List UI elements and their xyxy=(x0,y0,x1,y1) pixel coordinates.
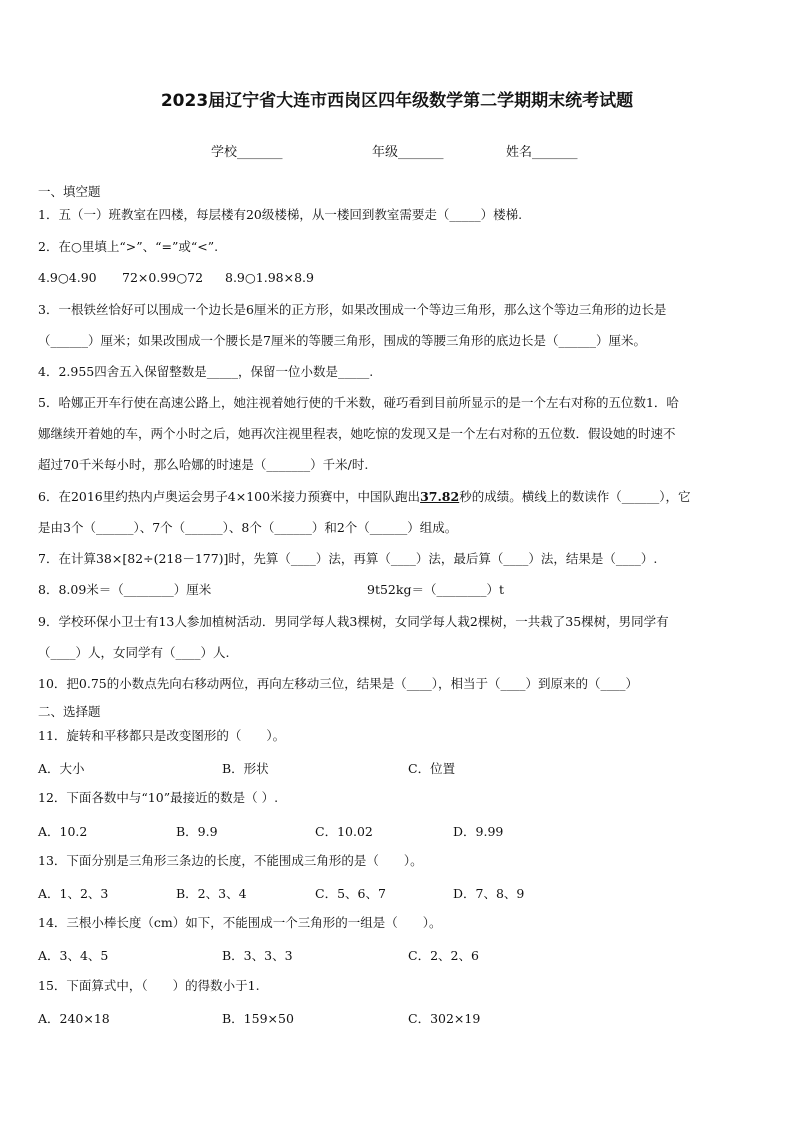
question-2-item-a: 4.9○4.90 xyxy=(38,270,97,285)
question-9-line-2: （____）人，女同学有（____）人. xyxy=(38,645,230,660)
question-11-option-a: A．大小 xyxy=(38,761,85,776)
question-6-text-end: 秒的成绩。横线上的数读作（______），它 xyxy=(459,489,691,504)
question-11-option-c: C．位置 xyxy=(408,761,456,776)
question-15-option-b: B．159×50 xyxy=(222,1011,294,1026)
section-choice-heading: 二、选择题 xyxy=(38,704,101,719)
question-12-option-b: B．9.9 xyxy=(176,824,218,839)
question-2-item-b: 72×0.99○72 xyxy=(122,270,204,285)
question-12-option-d: D．9.99 xyxy=(453,824,504,839)
question-5-line-3: 超过70千米每小时，那么哈娜的时速是（_______）千米/时. xyxy=(38,457,369,472)
question-6-underlined-number: 37.82 xyxy=(420,489,460,504)
question-6-line-1 xyxy=(38,489,690,505)
question-1: 1．五（一）班教室在四楼，每层楼有20级楼梯，从一楼回到教室需要走（_____）楼梯. xyxy=(38,207,523,222)
question-13-option-b: B．2、3、4 xyxy=(176,886,247,901)
question-3-line-2: （______）厘米；如果改围成一个腰长是7厘米的等腰三角形，围成的等腰三角形的底边长是（______）厘米。 xyxy=(38,333,646,348)
page-title: 2023届辽宁省大连市西岗区四年级数学第二学期期末统考试题 xyxy=(160,91,634,111)
question-11-option-b: B．形状 xyxy=(222,761,269,776)
question-13-option-c: C．5、6、7 xyxy=(315,886,386,901)
question-13-option-a: A．1、2、3 xyxy=(38,886,109,901)
question-14-option-b: B．3、3、3 xyxy=(222,948,293,963)
question-8-part-a: 8．8.09米＝（________）厘米 xyxy=(38,582,212,597)
school-field: 学校_______ xyxy=(211,145,283,160)
question-12-option-a: A．10.2 xyxy=(38,824,88,839)
question-12-option-c: C．10.02 xyxy=(315,824,373,839)
question-4: 4．2.955四舍五入保留整数是_____，保留一位小数是_____. xyxy=(38,364,374,379)
question-14: 14．三根小棒长度（cm）如下，不能围成一个三角形的一组是（ ）。 xyxy=(38,915,442,930)
question-5-line-2: 娜继续开着她的车，两个小时之后，她再次注视里程表，她吃惊的发现又是一个左右对称的五位数．假设她的时速不 xyxy=(38,426,676,441)
question-15-option-c: C．302×19 xyxy=(408,1011,481,1026)
section-fill-blank-heading: 一、填空题 xyxy=(38,184,101,199)
question-15: 15．下面算式中，（ ）的得数小于1. xyxy=(38,978,260,993)
question-12: 12．下面各数中与“10”最接近的数是（ ）. xyxy=(38,790,279,805)
question-2: 2．在○里填上“>”、“=”或“<”. xyxy=(38,239,219,254)
question-13: 13．下面分别是三角形三条边的长度，不能围成三角形的是（ ）。 xyxy=(38,853,423,868)
question-13-option-d: D．7、8、9 xyxy=(453,886,525,901)
question-14-option-a: A．3、4、5 xyxy=(38,948,109,963)
question-10: 10．把0.75的小数点先向右移动两位，再向左移动三位，结果是（____），相当于（____）到原来的（____） xyxy=(38,676,638,691)
name-field: 姓名_______ xyxy=(506,145,578,160)
question-11: 11．旋转和平移都只是改变图形的（ ）。 xyxy=(38,728,286,743)
question-3-line-1: 3．一根铁丝恰好可以围成一个边长是6厘米的正方形，如果改围成一个等边三角形，那么这个等边三角形的边长是 xyxy=(38,302,667,317)
question-7: 7．在计算38×[82÷(218－177)]时，先算（____）法，再算（____）法，最后算（____）法，结果是（____）. xyxy=(38,551,658,566)
question-8-part-b: 9t52kg＝（________）t xyxy=(367,582,504,597)
question-9-line-1: 9．学校环保小卫士有13人参加植树活动．男同学每人栽3棵树，女同学每人栽2棵树，一共栽了35棵树，男同学有 xyxy=(38,614,669,629)
question-2-item-c: 8.9○1.98×8.9 xyxy=(225,270,314,285)
question-14-option-c: C．2、2、6 xyxy=(408,948,479,963)
question-5-line-1: 5．哈娜正开车行使在高速公路上，她注视着她行使的千米数，碰巧看到目前所显示的是一个左右对称的五位数1．哈 xyxy=(38,395,679,410)
question-6-text-start: 6．在2016里约热内卢奥运会男子4×100米接力预赛中，中国队跑出 xyxy=(38,489,421,504)
question-6-line-2: 是由3个（______）、7个（______）、8个（______）和2个（______）组成。 xyxy=(38,520,458,535)
question-15-option-a: A．240×18 xyxy=(38,1011,110,1026)
grade-field: 年级_______ xyxy=(372,145,444,160)
